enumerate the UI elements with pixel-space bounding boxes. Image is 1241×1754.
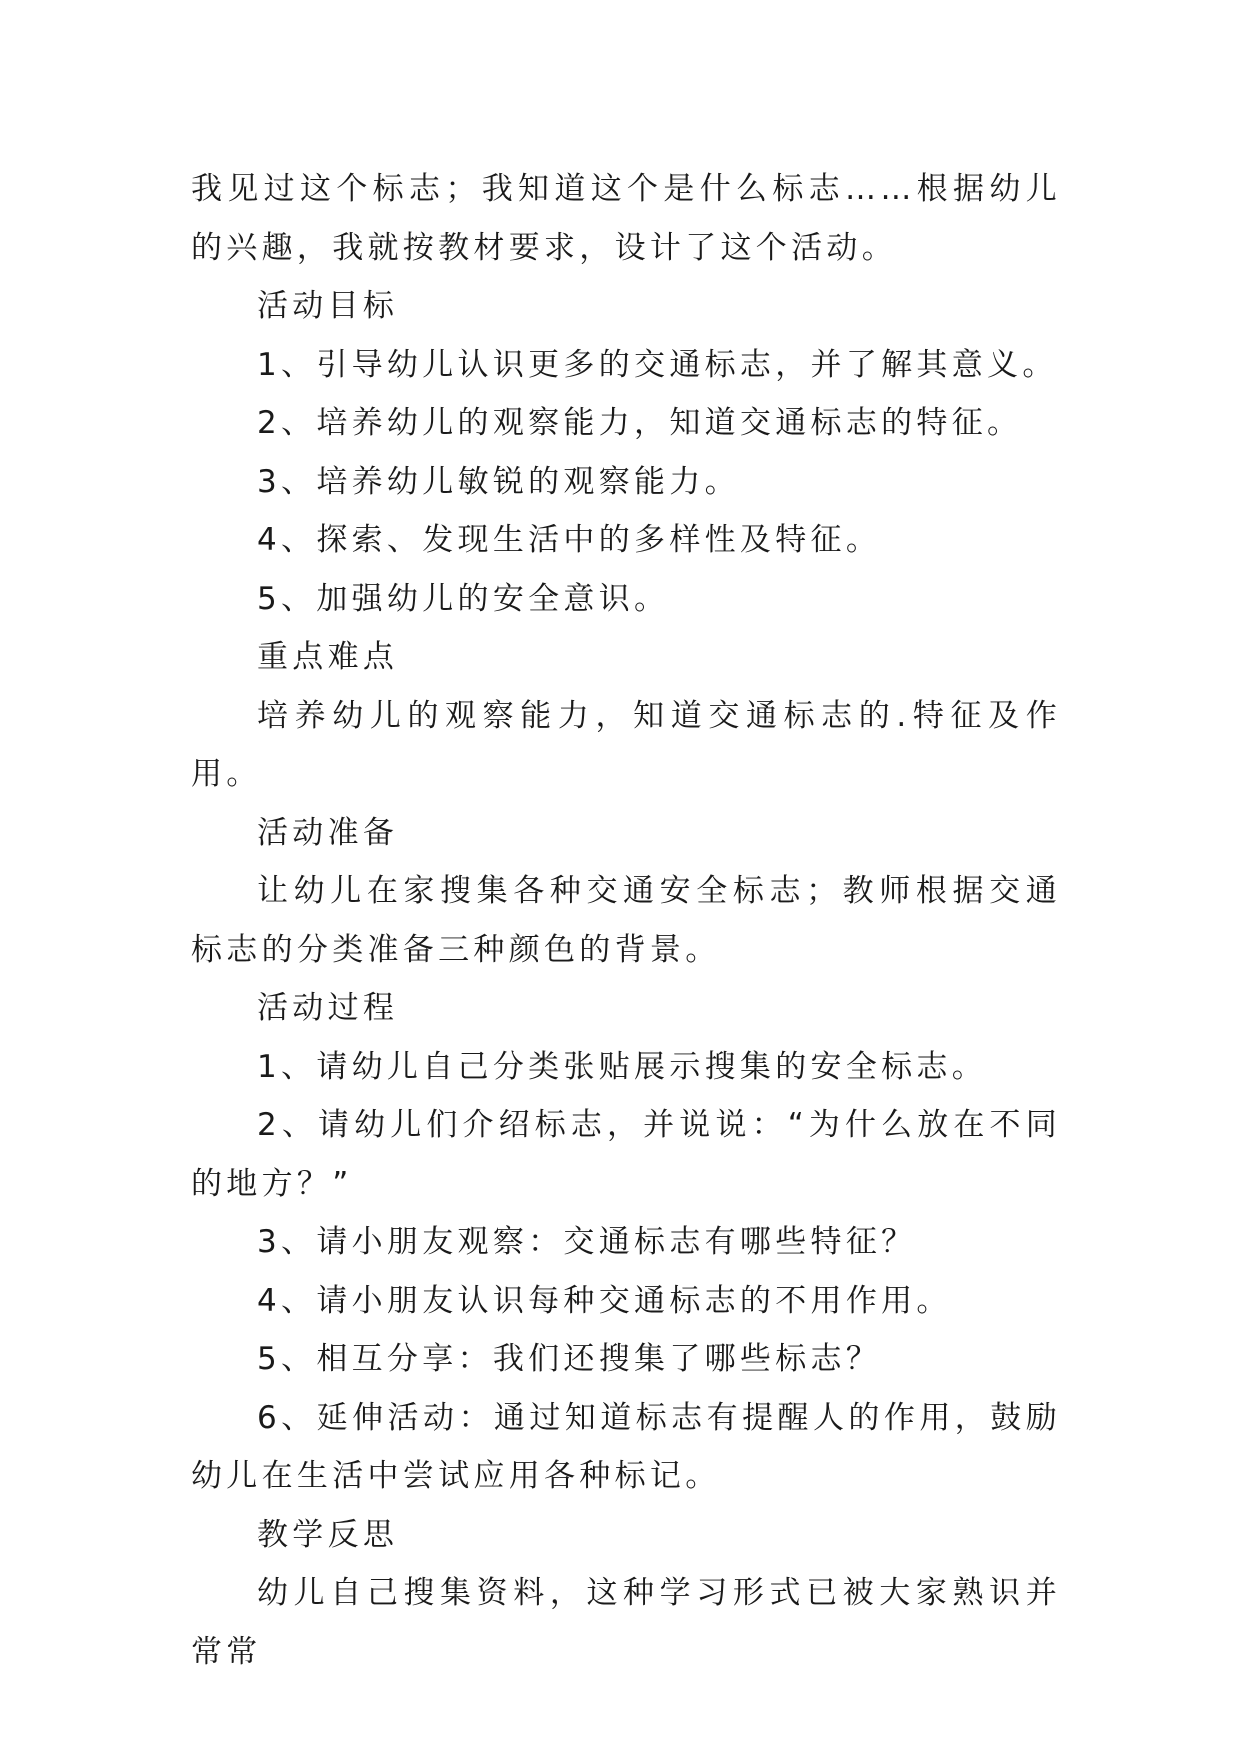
process-step-1: 1、请幼儿自己分类张贴展示搜集的安全标志。 [257, 1048, 988, 1085]
process-step-3: 3、请小朋友观察：交通标志有哪些特征？ [257, 1224, 917, 1260]
process-step-5: 5、相互分享：我们还搜集了哪些标志？ [257, 1341, 882, 1377]
preparation-text: 让幼儿在家搜集各种交通安全标志；教师根据交通标志的分类准备三种颜色的背景。 [191, 873, 1061, 968]
goal-item-1: 1、引导幼儿认识更多的交通标志，并了解其意义。 [257, 346, 1058, 383]
paragraph-intro-continuation: 我见过这个标志；我知道这个是什么标志……根据幼儿的兴趣，我就按教材要求，设计了这个活动。 [191, 171, 1061, 266]
key-points-text: 培养幼儿的观察能力，知道交通标志的.特征及作用。 [191, 697, 1061, 792]
goal-item-5: 5、加强幼儿的安全意识。 [257, 580, 670, 617]
process-step-4: 4、请小朋友认识每种交通标志的不用作用。 [257, 1282, 952, 1319]
heading-key-points: 重点难点 [257, 639, 399, 675]
goal-item-2: 2、培养幼儿的观察能力，知道交通标志的特征。 [257, 405, 1023, 441]
reflection-text: 幼儿自己搜集资料，这种学习形式已被大家熟识并常常 [191, 1575, 1061, 1670]
process-step-6: 6、延伸活动：通过知道标志有提醒人的作用，鼓励幼儿在生活中尝试应用各种标记。 [191, 1399, 1061, 1494]
heading-reflection: 教学反思 [257, 1516, 399, 1553]
heading-activity-goals: 活动目标 [257, 288, 399, 324]
goal-item-3: 3、培养幼儿敏锐的观察能力。 [257, 463, 740, 500]
process-step-2: 2、请幼儿们介绍标志，并说说：“为什么放在不同的地方？” [191, 1107, 1061, 1202]
goal-item-4: 4、探索、发现生活中的多样性及特征。 [257, 522, 882, 558]
document-body [191, 160, 1061, 1681]
heading-preparation: 活动准备 [257, 814, 399, 851]
heading-process: 活动过程 [257, 990, 399, 1026]
